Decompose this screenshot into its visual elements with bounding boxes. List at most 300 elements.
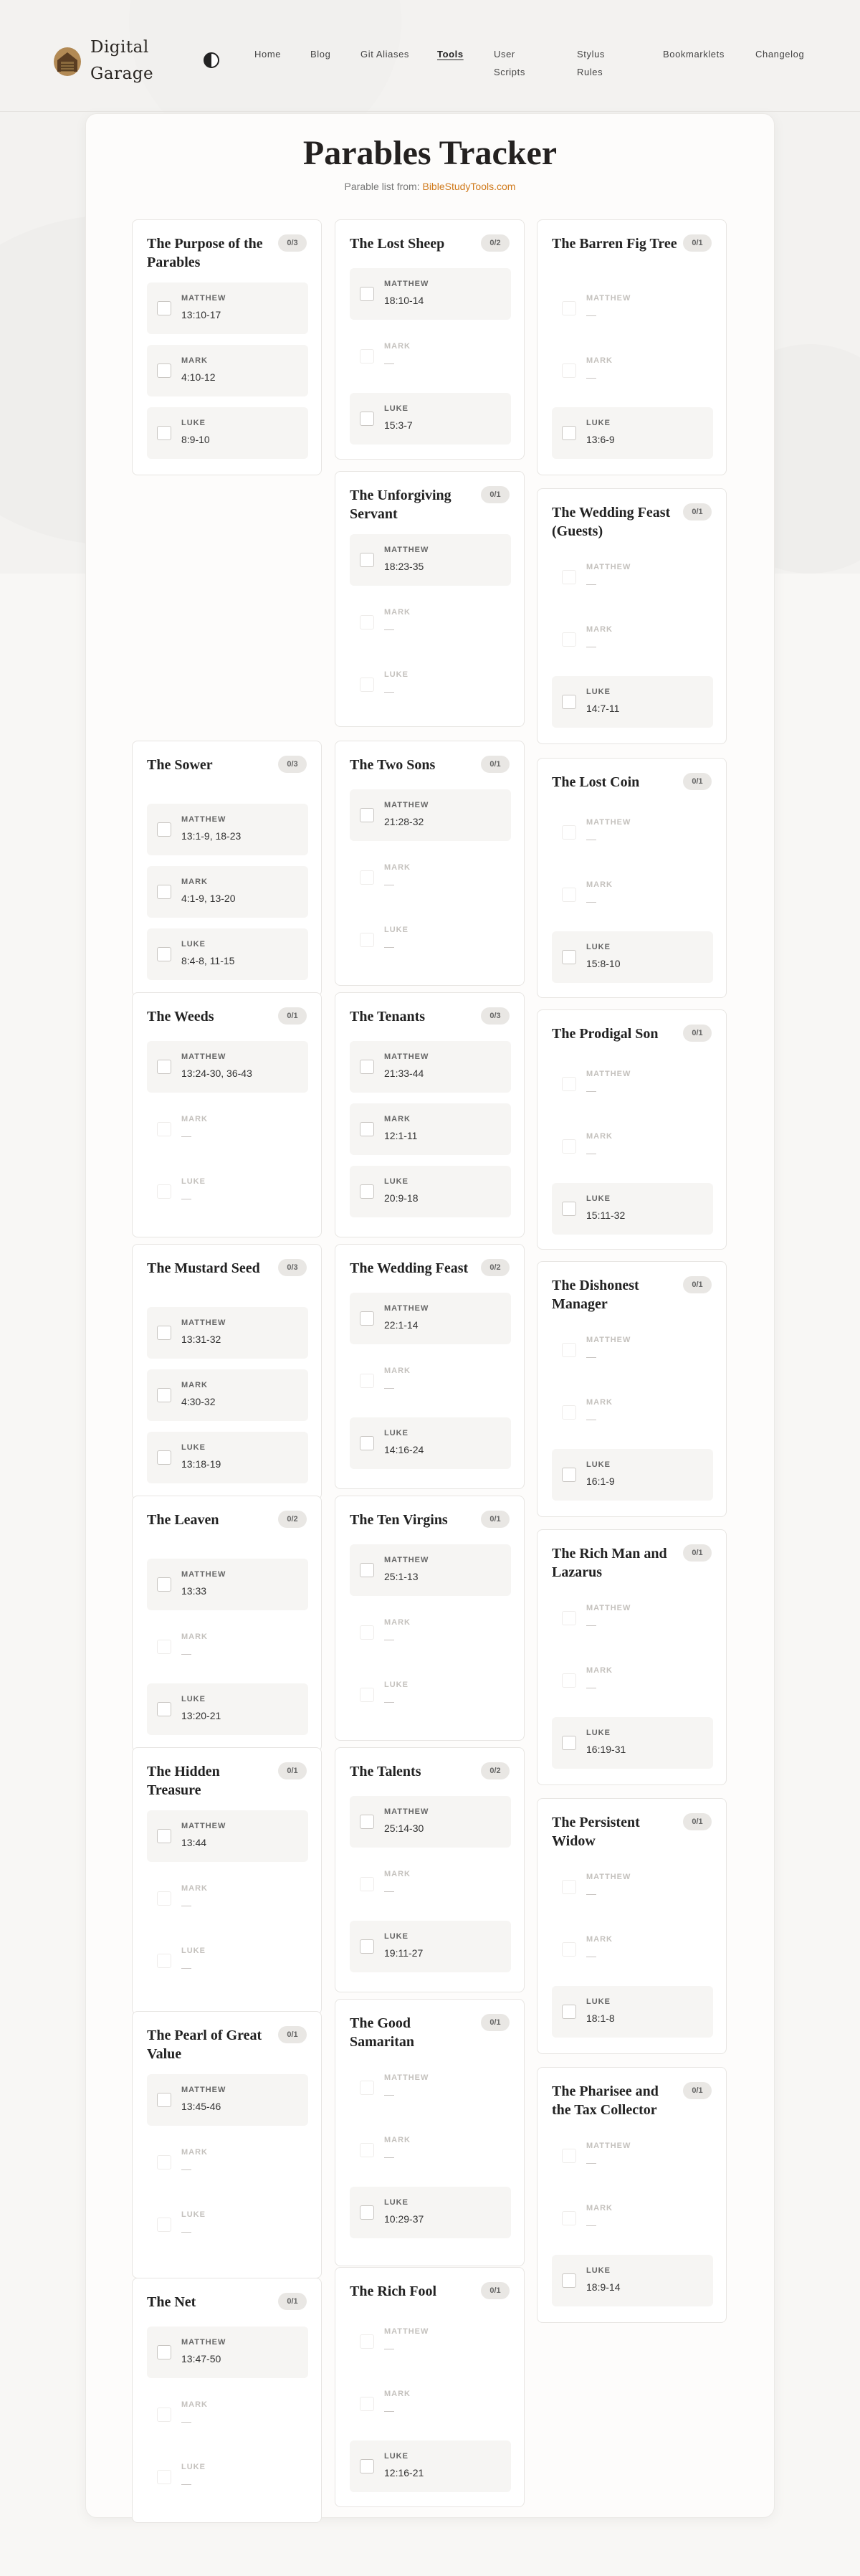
gospel-ref-matthew — [552, 282, 713, 334]
read-checkbox[interactable] — [360, 2459, 374, 2473]
gospel-label: MARK — [181, 2148, 208, 2157]
gospel-ref-luke[interactable] — [147, 1432, 308, 1483]
gospel-label: MARK — [586, 1132, 613, 1141]
verse-reference: — — [586, 640, 596, 652]
gospel-label: LUKE — [586, 1997, 611, 2006]
gospel-ref-matthew[interactable] — [147, 282, 308, 334]
read-checkbox[interactable] — [360, 1184, 374, 1199]
gospel-label: LUKE — [586, 943, 611, 951]
read-checkbox[interactable] — [157, 885, 171, 899]
parable-card — [537, 219, 727, 475]
gospel-ref-matthew — [552, 1861, 713, 1913]
read-checkbox — [157, 2218, 171, 2232]
parable-title: The Hidden Treasure — [147, 1764, 220, 1798]
gospel-label: MARK — [384, 1115, 411, 1123]
read-checkbox — [360, 2081, 374, 2095]
parable-card — [335, 1244, 525, 1489]
gospel-ref-luke[interactable] — [552, 1449, 713, 1501]
read-checkbox[interactable] — [360, 412, 374, 426]
gospel-ref-matthew — [552, 2130, 713, 2182]
verse-reference: — — [384, 1885, 394, 1896]
gospel-ref-mark — [552, 1121, 713, 1172]
read-checkbox — [562, 2149, 576, 2163]
brand-line-2: Garage — [90, 65, 154, 83]
gospel-ref-matthew[interactable] — [350, 534, 511, 586]
progress-badge: 0/1 — [481, 2014, 510, 2031]
gospel-label: MARK — [586, 1398, 613, 1407]
gospel-ref-matthew — [552, 1592, 713, 1644]
verse-reference: 15:8-10 — [586, 958, 621, 969]
gospel-label: MATTHEW — [181, 1570, 226, 1579]
verse-reference: — — [384, 941, 394, 952]
gospel-ref-matthew — [350, 2062, 511, 2114]
gospel-label: MARK — [181, 2400, 208, 2409]
parable-card — [537, 1009, 727, 1250]
parable-card — [132, 2278, 322, 2523]
gospel-ref-luke[interactable] — [147, 928, 308, 980]
gospel-label: LUKE — [181, 1947, 206, 1955]
read-checkbox[interactable] — [360, 1436, 374, 1450]
gospel-label: MATTHEW — [586, 1604, 631, 1612]
verse-reference: — — [384, 878, 394, 890]
verse-reference: 22:1-14 — [384, 1319, 419, 1331]
gospel-ref-luke — [147, 1166, 308, 1217]
read-checkbox[interactable] — [360, 1122, 374, 1136]
progress-badge: 0/3 — [481, 1007, 510, 1025]
read-checkbox[interactable] — [157, 1060, 171, 1074]
read-checkbox — [360, 678, 374, 692]
source-link[interactable]: BibleStudyTools.com — [422, 181, 516, 192]
verse-reference: — — [586, 1085, 596, 1096]
read-checkbox[interactable] — [360, 553, 374, 567]
gospel-label: MATTHEW — [181, 1822, 226, 1830]
verse-reference: — — [586, 1950, 596, 1962]
gospel-ref-matthew[interactable] — [147, 1041, 308, 1093]
verse-reference: 15:11-32 — [586, 1209, 626, 1221]
progress-badge: 0/1 — [278, 1007, 307, 1025]
gospel-ref-mark — [350, 2378, 511, 2430]
verse-reference: 15:3-7 — [384, 419, 413, 431]
read-checkbox — [360, 1625, 374, 1640]
verse-reference: 8:9-10 — [181, 434, 210, 445]
gospel-label: MATTHEW — [181, 815, 226, 824]
read-checkbox — [360, 2397, 374, 2411]
verse-reference: 18:9-14 — [586, 2281, 621, 2293]
gospel-ref-matthew[interactable] — [350, 789, 511, 841]
gospel-label: LUKE — [181, 1443, 206, 1452]
read-checkbox[interactable] — [562, 695, 576, 709]
parable-title: The Dishonest Manager — [552, 1278, 639, 1312]
gospel-label: MARK — [384, 1367, 411, 1375]
read-checkbox — [157, 1954, 171, 1968]
read-checkbox — [360, 2143, 374, 2157]
verse-reference: 13:20-21 — [181, 1710, 221, 1721]
gospel-ref-matthew[interactable] — [147, 1559, 308, 1610]
verse-reference: — — [384, 2342, 394, 2354]
verse-reference: — — [384, 685, 394, 697]
gospel-ref-matthew[interactable] — [147, 2074, 308, 2126]
gospel-label: MATTHEW — [384, 801, 429, 809]
verse-reference: 19:11-27 — [384, 1947, 424, 1959]
verse-reference: — — [384, 357, 394, 369]
read-checkbox[interactable] — [157, 1450, 171, 1465]
parable-title: The Pearl of Great Value — [147, 2028, 262, 2062]
read-checkbox[interactable] — [562, 1736, 576, 1750]
gospel-label: MARK — [384, 1870, 411, 1878]
verse-reference: 13:6-9 — [586, 434, 615, 445]
read-checkbox[interactable] — [562, 950, 576, 964]
verse-reference: 21:33-44 — [384, 1068, 424, 1079]
verse-reference: 12:1-11 — [384, 1130, 418, 1141]
read-checkbox — [562, 1880, 576, 1894]
read-checkbox — [562, 1139, 576, 1154]
read-checkbox[interactable] — [157, 947, 171, 961]
gospel-label: MARK — [181, 1632, 208, 1641]
gospel-label: MATTHEW — [384, 1052, 429, 1061]
gospel-label: LUKE — [181, 1695, 206, 1703]
gospel-label: MATTHEW — [586, 294, 631, 303]
gospel-ref-matthew[interactable] — [350, 1544, 511, 1596]
read-checkbox[interactable] — [360, 1563, 374, 1577]
read-checkbox — [360, 349, 374, 363]
nav-home[interactable]: Home — [254, 49, 282, 60]
read-checkbox[interactable] — [157, 426, 171, 440]
gospel-ref-mark — [147, 1873, 308, 1924]
read-checkbox[interactable] — [562, 1202, 576, 1216]
progress-badge: 0/1 — [683, 1276, 712, 1293]
parable-card — [335, 471, 525, 727]
parable-title: The Sower — [147, 757, 213, 773]
read-checkbox — [562, 1942, 576, 1957]
gospel-ref-luke — [350, 1669, 511, 1721]
gospel-ref-mark[interactable] — [147, 866, 308, 918]
gospel-ref-luke[interactable] — [350, 2187, 511, 2238]
verse-reference: 13:33 — [181, 1585, 207, 1597]
gospel-label: LUKE — [586, 2266, 611, 2275]
gospel-ref-luke[interactable] — [552, 1986, 713, 2038]
verse-reference: — — [586, 578, 596, 589]
site-header — [0, 0, 860, 112]
gospel-label: MATTHEW — [384, 2073, 429, 2082]
gospel-ref-luke[interactable] — [552, 931, 713, 983]
parable-title: The Persistent Widow — [552, 1815, 640, 1849]
gospel-ref-luke[interactable] — [350, 1921, 511, 1972]
read-checkbox[interactable] — [157, 1388, 171, 1402]
gospel-ref-luke[interactable] — [552, 1183, 713, 1235]
progress-badge: 0/1 — [278, 1762, 307, 1779]
parable-card — [132, 992, 322, 1237]
read-checkbox — [360, 1374, 374, 1388]
parable-card — [537, 1529, 727, 1785]
parable-card — [132, 219, 322, 475]
read-checkbox[interactable] — [360, 1815, 374, 1829]
read-checkbox[interactable] — [157, 301, 171, 315]
read-checkbox — [562, 1343, 576, 1357]
progress-badge: 0/1 — [683, 2082, 712, 2099]
verse-reference: — — [586, 1619, 596, 1630]
gospel-ref-luke[interactable] — [350, 1166, 511, 1217]
page-subtitle — [0, 181, 860, 192]
progress-badge: 0/1 — [481, 486, 510, 503]
gospel-ref-mark — [552, 1924, 713, 1975]
read-checkbox — [562, 825, 576, 840]
gospel-label: MATTHEW — [384, 546, 429, 554]
verse-reference: 4:10-12 — [181, 371, 216, 383]
parable-card — [537, 488, 727, 744]
read-checkbox[interactable] — [157, 2345, 171, 2359]
gospel-ref-mark — [350, 2124, 511, 2176]
gospel-label: MATTHEW — [384, 1556, 429, 1564]
parable-title: The Mustard Seed — [147, 1260, 260, 1276]
parable-title: The Wedding Feast — [350, 1260, 469, 1276]
gospel-label: MARK — [384, 342, 411, 351]
verse-reference: 12:16-21 — [384, 2467, 424, 2478]
progress-badge: 0/1 — [683, 234, 712, 252]
read-checkbox — [562, 363, 576, 378]
nav-changelog[interactable]: Changelog — [755, 49, 805, 60]
gospel-ref-matthew — [552, 1324, 713, 1376]
gospel-label: MARK — [181, 1115, 208, 1123]
progress-badge: 0/2 — [481, 1762, 510, 1779]
verse-reference: 18:10-14 — [384, 295, 424, 306]
gospel-ref-mark — [552, 1387, 713, 1438]
parable-card — [537, 1798, 727, 2054]
gospel-label: MARK — [181, 878, 208, 886]
parable-title: The Weeds — [147, 1009, 214, 1025]
gospel-label: MARK — [181, 356, 208, 365]
gospel-ref-matthew[interactable] — [350, 1796, 511, 1848]
gospel-ref-matthew — [552, 807, 713, 858]
gospel-label: MARK — [384, 2390, 411, 2398]
read-checkbox[interactable] — [562, 2005, 576, 2019]
parable-card — [335, 1999, 525, 2266]
nav-stylus-rules[interactable]: Stylus Rules — [577, 49, 606, 77]
gospel-label: MATTHEW — [586, 1070, 631, 1078]
read-checkbox — [562, 888, 576, 902]
garage-logo-icon[interactable] — [53, 46, 82, 77]
parable-title: The Prodigal Son — [552, 1026, 659, 1042]
gospel-label: LUKE — [586, 1460, 611, 1469]
nav-git-aliases[interactable]: Git Aliases — [360, 49, 410, 60]
verse-reference: — — [181, 2163, 191, 2175]
progress-badge: 0/2 — [481, 1259, 510, 1276]
verse-reference: 14:7-11 — [586, 703, 620, 714]
gospel-label: MATTHEW — [384, 280, 429, 288]
read-checkbox — [360, 1877, 374, 1891]
verse-reference: — — [586, 833, 596, 845]
read-checkbox[interactable] — [360, 1939, 374, 1954]
read-checkbox[interactable] — [157, 363, 171, 378]
verse-reference: — — [586, 1413, 596, 1425]
gospel-label: MATTHEW — [586, 1336, 631, 1344]
progress-badge: 0/1 — [683, 1813, 712, 1830]
verse-reference: 8:4-8, 11-15 — [181, 955, 235, 966]
verse-reference: — — [586, 309, 596, 320]
gospel-label: MATTHEW — [181, 294, 226, 303]
gospel-label: LUKE — [181, 2210, 206, 2219]
parable-title: The Pharisee and the Tax Collector — [552, 2083, 659, 2118]
gospel-label: LUKE — [586, 1729, 611, 1737]
gospel-ref-mark[interactable] — [147, 345, 308, 396]
gospel-ref-mark — [147, 2137, 308, 2188]
read-checkbox[interactable] — [157, 822, 171, 837]
read-checkbox — [360, 615, 374, 629]
verse-reference: — — [586, 1351, 596, 1362]
gospel-ref-mark[interactable] — [350, 1103, 511, 1155]
verse-reference: 20:9-18 — [384, 1192, 419, 1204]
verse-reference: 10:29-37 — [384, 2213, 424, 2225]
gospel-ref-luke — [350, 659, 511, 710]
gospel-label: MATTHEW — [384, 1807, 429, 1816]
verse-reference: — — [384, 623, 394, 635]
gospel-ref-matthew[interactable] — [147, 804, 308, 855]
gospel-label: MARK — [181, 1884, 208, 1893]
read-checkbox[interactable] — [157, 1577, 171, 1592]
read-checkbox[interactable] — [360, 1060, 374, 1074]
gospel-label: LUKE — [384, 2198, 408, 2207]
read-checkbox — [157, 1891, 171, 1906]
verse-reference: — — [181, 1962, 191, 1973]
gospel-ref-luke[interactable] — [552, 2255, 713, 2306]
gospel-label: MARK — [181, 1381, 208, 1389]
progress-badge: 0/2 — [278, 1511, 307, 1528]
gospel-ref-mark — [350, 1858, 511, 1910]
progress-badge: 0/1 — [278, 2293, 307, 2310]
gospel-ref-luke[interactable] — [552, 407, 713, 459]
gospel-ref-luke[interactable] — [147, 1683, 308, 1735]
read-checkbox[interactable] — [562, 426, 576, 440]
parable-title: The Rich Fool — [350, 2283, 437, 2299]
progress-badge: 0/2 — [481, 234, 510, 252]
gospel-ref-mark[interactable] — [147, 1369, 308, 1421]
gospel-ref-luke — [147, 2199, 308, 2251]
verse-reference: 25:14-30 — [384, 1822, 424, 1834]
parable-title: The Two Sons — [350, 757, 436, 773]
gospel-ref-matthew[interactable] — [147, 1307, 308, 1359]
read-checkbox — [562, 1673, 576, 1688]
nav-blog[interactable]: Blog — [310, 49, 331, 60]
gospel-label: LUKE — [384, 1932, 408, 1941]
gospel-label: LUKE — [384, 2452, 408, 2461]
gospel-ref-matthew — [552, 551, 713, 603]
gospel-label: MATTHEW — [181, 1052, 226, 1061]
gospel-ref-mark — [552, 2192, 713, 2244]
read-checkbox[interactable] — [157, 2093, 171, 2107]
verse-reference: — — [384, 1382, 394, 1393]
gospel-label: MARK — [586, 625, 613, 634]
read-checkbox[interactable] — [562, 1468, 576, 1482]
read-checkbox[interactable] — [157, 1326, 171, 1340]
gospel-ref-luke[interactable] — [552, 1717, 713, 1769]
progress-badge: 0/1 — [683, 773, 712, 790]
gospel-ref-mark — [552, 614, 713, 665]
gospel-ref-matthew[interactable] — [147, 1810, 308, 1862]
parable-card — [335, 1496, 525, 1741]
read-checkbox[interactable] — [360, 1311, 374, 1326]
gospel-label: MARK — [384, 2136, 411, 2144]
read-checkbox — [360, 933, 374, 947]
gospel-ref-luke[interactable] — [350, 1417, 511, 1469]
nav-bookmarklets[interactable]: Bookmarklets — [663, 49, 725, 60]
parable-card — [537, 1261, 727, 1517]
brand-line-1: Digital — [90, 38, 149, 57]
gospel-label: MARK — [384, 863, 411, 872]
verse-reference: 4:30-32 — [181, 1396, 216, 1407]
brand-name[interactable] — [90, 34, 153, 87]
gospel-ref-mark — [350, 852, 511, 903]
read-checkbox — [562, 632, 576, 647]
gospel-ref-matthew[interactable] — [350, 1293, 511, 1344]
parable-title: The Purpose of the Parables — [147, 236, 263, 270]
verse-reference: 18:1-8 — [586, 2012, 615, 2024]
gospel-ref-matthew[interactable] — [350, 1041, 511, 1093]
verse-reference: 16:19-31 — [586, 1744, 626, 1755]
gospel-label: MATTHEW — [586, 2142, 631, 2150]
read-checkbox[interactable] — [562, 2273, 576, 2288]
parable-card — [335, 2267, 525, 2507]
read-checkbox[interactable] — [360, 2205, 374, 2220]
parable-card — [335, 741, 525, 986]
parable-card — [335, 219, 525, 460]
verse-reference: — — [181, 2415, 191, 2427]
parable-title: The Good Samaritan — [350, 2015, 414, 2050]
gospel-label: MATTHEW — [586, 818, 631, 827]
parable-title: The Rich Man and Lazarus — [552, 1546, 667, 1580]
progress-badge: 0/1 — [683, 503, 712, 521]
parable-card — [132, 1747, 322, 2015]
gospel-label: LUKE — [384, 404, 408, 413]
gospel-label: MARK — [586, 1666, 613, 1675]
gospel-ref-luke[interactable] — [350, 2440, 511, 2492]
parable-title: The Net — [147, 2294, 196, 2310]
progress-badge: 0/1 — [278, 2026, 307, 2043]
read-checkbox[interactable] — [360, 808, 374, 822]
read-checkbox[interactable] — [157, 1829, 171, 1843]
gospel-ref-matthew — [350, 2316, 511, 2367]
progress-badge: 0/3 — [278, 234, 307, 252]
subtitle-text: Parable list from: — [344, 181, 423, 192]
gospel-label: LUKE — [586, 419, 611, 427]
read-checkbox — [562, 1405, 576, 1420]
parable-title: The Leaven — [147, 1512, 219, 1528]
gospel-ref-luke[interactable] — [350, 393, 511, 445]
gospel-ref-mark — [552, 1655, 713, 1706]
read-checkbox[interactable] — [157, 1702, 171, 1716]
parable-title: The Ten Virgins — [350, 1512, 448, 1528]
read-checkbox — [157, 2155, 171, 2169]
nav-user-scripts[interactable]: User Scripts — [494, 49, 525, 77]
parable-title: The Unforgiving Servant — [350, 488, 452, 522]
gospel-ref-matthew[interactable] — [350, 268, 511, 320]
verse-reference: — — [181, 1130, 191, 1141]
read-checkbox[interactable] — [360, 287, 374, 301]
verse-reference: 13:31-32 — [181, 1334, 221, 1345]
gospel-ref-matthew[interactable] — [147, 2327, 308, 2378]
theme-toggle-icon[interactable] — [202, 51, 221, 70]
gospel-label: MATTHEW — [384, 1304, 429, 1313]
verse-reference: — — [181, 2478, 191, 2489]
gospel-label: MARK — [384, 608, 411, 617]
gospel-ref-luke[interactable] — [147, 407, 308, 459]
nav-tools[interactable]: Tools — [437, 49, 464, 60]
verse-reference: — — [586, 1681, 596, 1693]
parable-title: The Lost Sheep — [350, 236, 445, 252]
parable-title: The Tenants — [350, 1009, 426, 1025]
gospel-ref-luke[interactable] — [552, 676, 713, 728]
gospel-ref-luke — [147, 1935, 308, 1987]
progress-badge: 0/1 — [481, 2282, 510, 2299]
gospel-ref-matthew — [552, 1058, 713, 1110]
